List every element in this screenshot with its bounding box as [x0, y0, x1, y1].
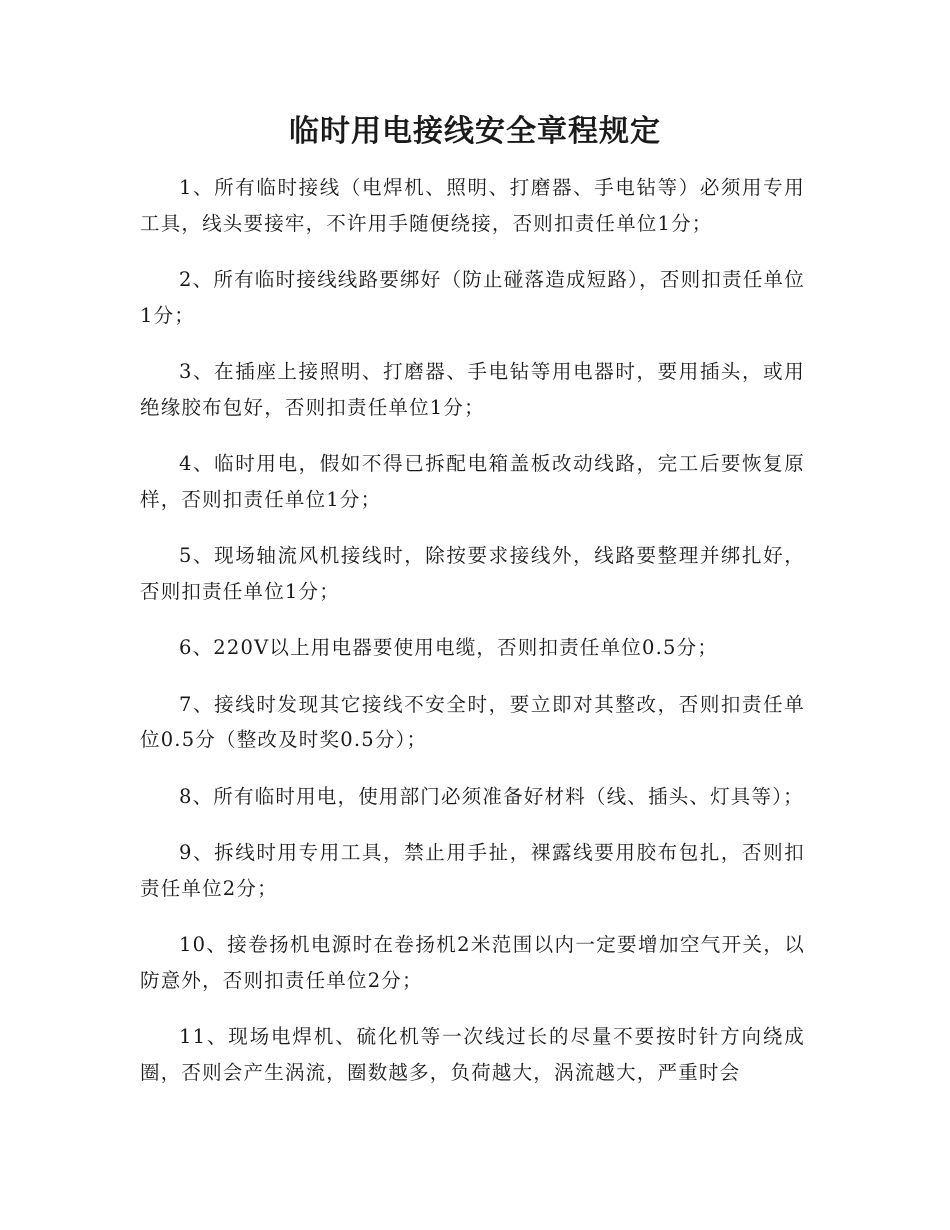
rule-item-11: 11、现场电焊机、硫化机等一次线过长的尽量不要按时针方向绕成圈，否则会产生涡流，圈数越多，负荷越大，涡流越大，严重时会	[140, 1025, 805, 1084]
rule-item-2: 2、所有临时接线线路要绑好（防止碰落造成短路），否则扣责任单位1分；	[140, 268, 805, 327]
rule-item-10: 10、接卷扬机电源时在卷扬机2米范围以内一定要增加空气开关，以防意外，否则扣责任单位2分；	[140, 933, 805, 992]
rule-item-1: 1、所有临时接线（电焊机、照明、打磨器、手电钻等）必须用专用工具，线头要接牢，不许用手随便绕接，否则扣责任单位1分；	[140, 176, 805, 235]
rules-list	[140, 170, 805, 1111]
rule-item-3: 3、在插座上接照明、打磨器、手电钻等用电器时，要用插头，或用绝缘胶布包好，否则扣责任单位1分；	[140, 360, 805, 419]
rule-item-5: 5、现场轴流风机接线时，除按要求接线外，线路要整理并绑扎好，否则扣责任单位1分；	[140, 544, 805, 603]
rule-item-6: 6、220V以上用电器要使用电缆，否则扣责任单位0.5分；	[179, 636, 719, 659]
rule-item-7: 7、接线时发现其它接线不安全时，要立即对其整改，否则扣责任单位0.5分（整改及时奖0.5分）；	[140, 692, 805, 751]
rule-item-9: 9、拆线时用专用工具，禁止用手扯，裸露线要用胶布包扎，否则扣责任单位2分；	[140, 841, 805, 900]
document-title: 临时用电接线安全章程规定	[289, 114, 661, 149]
rule-item-8: 8、所有临时用电，使用部门必须准备好材料（线、插头、灯具等）；	[179, 784, 804, 808]
rule-item-4: 4、临时用电，假如不得已拆配电箱盖板改动线路，完工后要恢复原样，否则扣责任单位1分；	[140, 452, 805, 511]
